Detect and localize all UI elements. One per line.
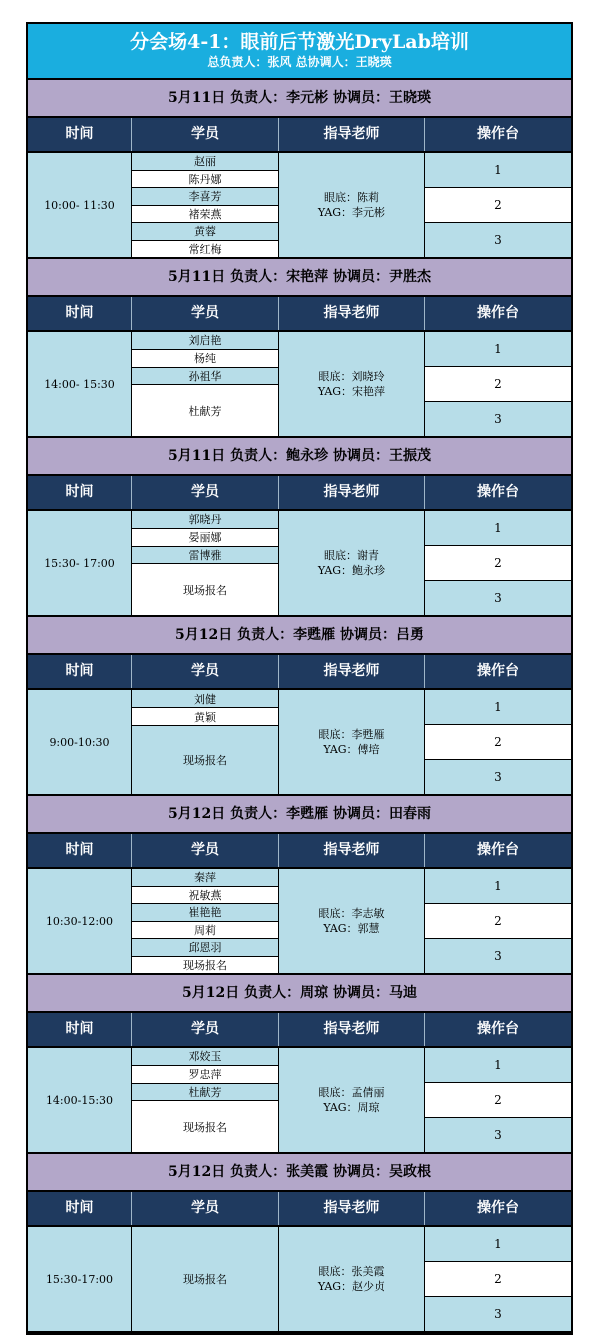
station-number: 3 (494, 1307, 502, 1321)
student-name: 罗忠萍 (132, 1066, 278, 1084)
header-time: 时间 (28, 655, 132, 688)
student-name: 李喜芳 (132, 188, 278, 206)
station-number: 3 (494, 949, 502, 963)
student-name: 黄颖 (132, 708, 278, 726)
header-teacher: 指导老师 (279, 118, 425, 151)
session-row (28, 1227, 571, 1333)
table-header (28, 476, 571, 511)
instructor-cell (279, 1227, 425, 1331)
student-name: 秦萍 (132, 869, 278, 887)
instructor-fundus: 眼底：李甦雁 (318, 728, 385, 741)
instructor-yag: YAG：宋艳萍 (317, 385, 386, 398)
student-name: 孙祖华 (132, 368, 278, 386)
schedule-sheet (26, 22, 573, 1335)
session-row (28, 153, 571, 259)
header-station: 操作台 (477, 663, 519, 679)
header-student: 学员 (132, 476, 279, 509)
station-number: 3 (494, 412, 502, 426)
session-row (28, 332, 571, 438)
sessions-container (28, 80, 571, 1333)
instructor-yag: YAG：赵少贞 (317, 1280, 386, 1293)
session-time: 10:00- 11:30 (28, 153, 132, 257)
student-name: 现场报名 (132, 726, 278, 794)
station-number: 3 (494, 770, 502, 784)
instructor-cell (279, 869, 425, 973)
session-time: 14:00-15:30 (28, 1048, 132, 1152)
student-name: 周莉 (132, 922, 278, 940)
header-station: 操作台 (477, 126, 519, 142)
station-number: 2 (425, 1082, 571, 1118)
header-teacher: 指导老师 (279, 1192, 425, 1225)
student-name: 刘健 (132, 690, 278, 708)
instructor-fundus: 眼底：张美霞 (318, 1265, 385, 1278)
header-time: 时间 (28, 1013, 132, 1046)
student-name: 郭晓丹 (132, 511, 278, 529)
student-name: 陈丹娜 (132, 171, 278, 189)
session-band: 5月11日 负责人：鲍永珍 协调员：王振茂 (28, 438, 571, 476)
student-name: 褚荣燕 (132, 206, 278, 224)
table-header (28, 1192, 571, 1227)
station-number: 3 (494, 591, 502, 605)
student-name: 邓姣玉 (132, 1048, 278, 1066)
instructor-yag: YAG：周琼 (323, 1101, 380, 1114)
station-number: 2 (425, 1261, 571, 1297)
instructor-yag: YAG：傅培 (323, 743, 380, 756)
station-number: 2 (425, 903, 571, 939)
header-student: 学员 (132, 1013, 279, 1046)
header-teacher: 指导老师 (279, 834, 425, 867)
header-station: 操作台 (477, 305, 519, 321)
student-name: 晏丽娜 (132, 529, 278, 547)
station-list (425, 332, 571, 436)
table-header (28, 655, 571, 690)
session-band: 5月11日 负责人：李元彬 协调员：王晓瑛 (28, 80, 571, 118)
station-number: 1 (494, 700, 502, 714)
student-name: 黄蓉 (132, 223, 278, 241)
header-time: 时间 (28, 297, 132, 330)
student-name: 雷博雅 (132, 547, 278, 565)
header-teacher: 指导老师 (279, 297, 425, 330)
station-number: 1 (494, 1237, 502, 1251)
session-band: 5月11日 负责人：宋艳萍 协调员：尹胜杰 (28, 259, 571, 297)
student-name: 刘启艳 (132, 332, 278, 350)
title-banner (28, 24, 571, 80)
student-name: 现场报名 (132, 957, 278, 974)
session-band: 5月12日 负责人：李甦雁 协调员：吕勇 (28, 617, 571, 655)
student-name: 杜献芳 (132, 1084, 278, 1102)
header-station: 操作台 (477, 842, 519, 858)
station-number: 2 (425, 724, 571, 760)
student-name: 崔艳艳 (132, 904, 278, 922)
table-header (28, 834, 571, 869)
station-number: 1 (494, 163, 502, 177)
header-time: 时间 (28, 834, 132, 867)
station-number: 1 (494, 521, 502, 535)
student-name: 现场报名 (132, 564, 278, 615)
session-time: 15:30-17:00 (28, 1227, 132, 1331)
session-row (28, 690, 571, 796)
station-number: 3 (494, 1128, 502, 1142)
header-student: 学员 (132, 297, 279, 330)
instructor-cell (279, 332, 425, 436)
session-band: 5月12日 负责人：李甦雁 协调员：田春雨 (28, 796, 571, 834)
session-band: 5月12日 负责人：周琼 协调员：马迪 (28, 975, 571, 1013)
instructor-cell (279, 511, 425, 615)
page-title: 分会场4-1：眼前后节激光DryLab培训 (130, 31, 469, 53)
header-teacher: 指导老师 (279, 476, 425, 509)
header-student: 学员 (132, 834, 279, 867)
station-number: 1 (494, 342, 502, 356)
instructor-fundus: 眼底：谢青 (323, 549, 379, 562)
session-band: 5月12日 负责人：张美霞 协调员：吴政根 (28, 1154, 571, 1192)
student-name: 现场报名 (132, 1227, 278, 1331)
instructor-yag: YAG：李元彬 (317, 206, 386, 219)
station-number: 2 (425, 187, 571, 223)
student-name: 邱恩羽 (132, 939, 278, 957)
session-row (28, 1048, 571, 1154)
instructor-cell (279, 153, 425, 257)
station-number: 3 (494, 233, 502, 247)
header-station: 操作台 (477, 1021, 519, 1037)
table-header (28, 297, 571, 332)
header-time: 时间 (28, 1192, 132, 1225)
station-number: 1 (494, 1058, 502, 1072)
instructor-cell (279, 690, 425, 794)
instructor-fundus: 眼底：陈莉 (323, 191, 379, 204)
student-list (132, 1048, 279, 1152)
student-list (132, 332, 279, 436)
session-time: 9:00-10:30 (28, 690, 132, 794)
header-time: 时间 (28, 476, 132, 509)
session-row (28, 869, 571, 975)
station-list (425, 1227, 571, 1331)
station-list (425, 511, 571, 615)
instructor-cell (279, 1048, 425, 1152)
header-time: 时间 (28, 118, 132, 151)
student-list (132, 511, 279, 615)
header-teacher: 指导老师 (279, 655, 425, 688)
student-list (132, 1227, 279, 1331)
instructor-fundus: 眼底：刘晓玲 (318, 370, 385, 383)
station-list (425, 1048, 571, 1152)
station-list (425, 690, 571, 794)
station-list (425, 153, 571, 257)
table-header (28, 1013, 571, 1048)
student-name: 杜献芳 (132, 385, 278, 436)
station-list (425, 869, 571, 973)
student-list (132, 153, 279, 257)
header-student: 学员 (132, 655, 279, 688)
instructor-fundus: 眼底：李志敏 (318, 907, 385, 920)
session-time: 15:30- 17:00 (28, 511, 132, 615)
session-row (28, 511, 571, 617)
student-list (132, 869, 279, 973)
header-student: 学员 (132, 118, 279, 151)
student-name: 杨纯 (132, 350, 278, 368)
student-name: 祝敏燕 (132, 887, 278, 905)
session-time: 10:30-12:00 (28, 869, 132, 973)
instructor-fundus: 眼底：孟倩丽 (318, 1086, 385, 1099)
station-number: 1 (494, 879, 502, 893)
header-student: 学员 (132, 1192, 279, 1225)
student-list (132, 690, 279, 794)
student-name: 赵丽 (132, 153, 278, 171)
station-number: 2 (425, 366, 571, 402)
station-number: 2 (425, 545, 571, 581)
instructor-yag: YAG：鲍永珍 (317, 564, 386, 577)
student-name: 常红梅 (132, 241, 278, 258)
header-station: 操作台 (477, 484, 519, 500)
instructor-yag: YAG：郭慧 (323, 922, 380, 935)
header-station: 操作台 (477, 1200, 519, 1216)
table-header (28, 118, 571, 153)
header-teacher: 指导老师 (279, 1013, 425, 1046)
student-name: 现场报名 (132, 1101, 278, 1152)
session-time: 14:00- 15:30 (28, 332, 132, 436)
page-subtitle: 总负责人：张风 总协调人：王晓瑛 (207, 55, 392, 69)
